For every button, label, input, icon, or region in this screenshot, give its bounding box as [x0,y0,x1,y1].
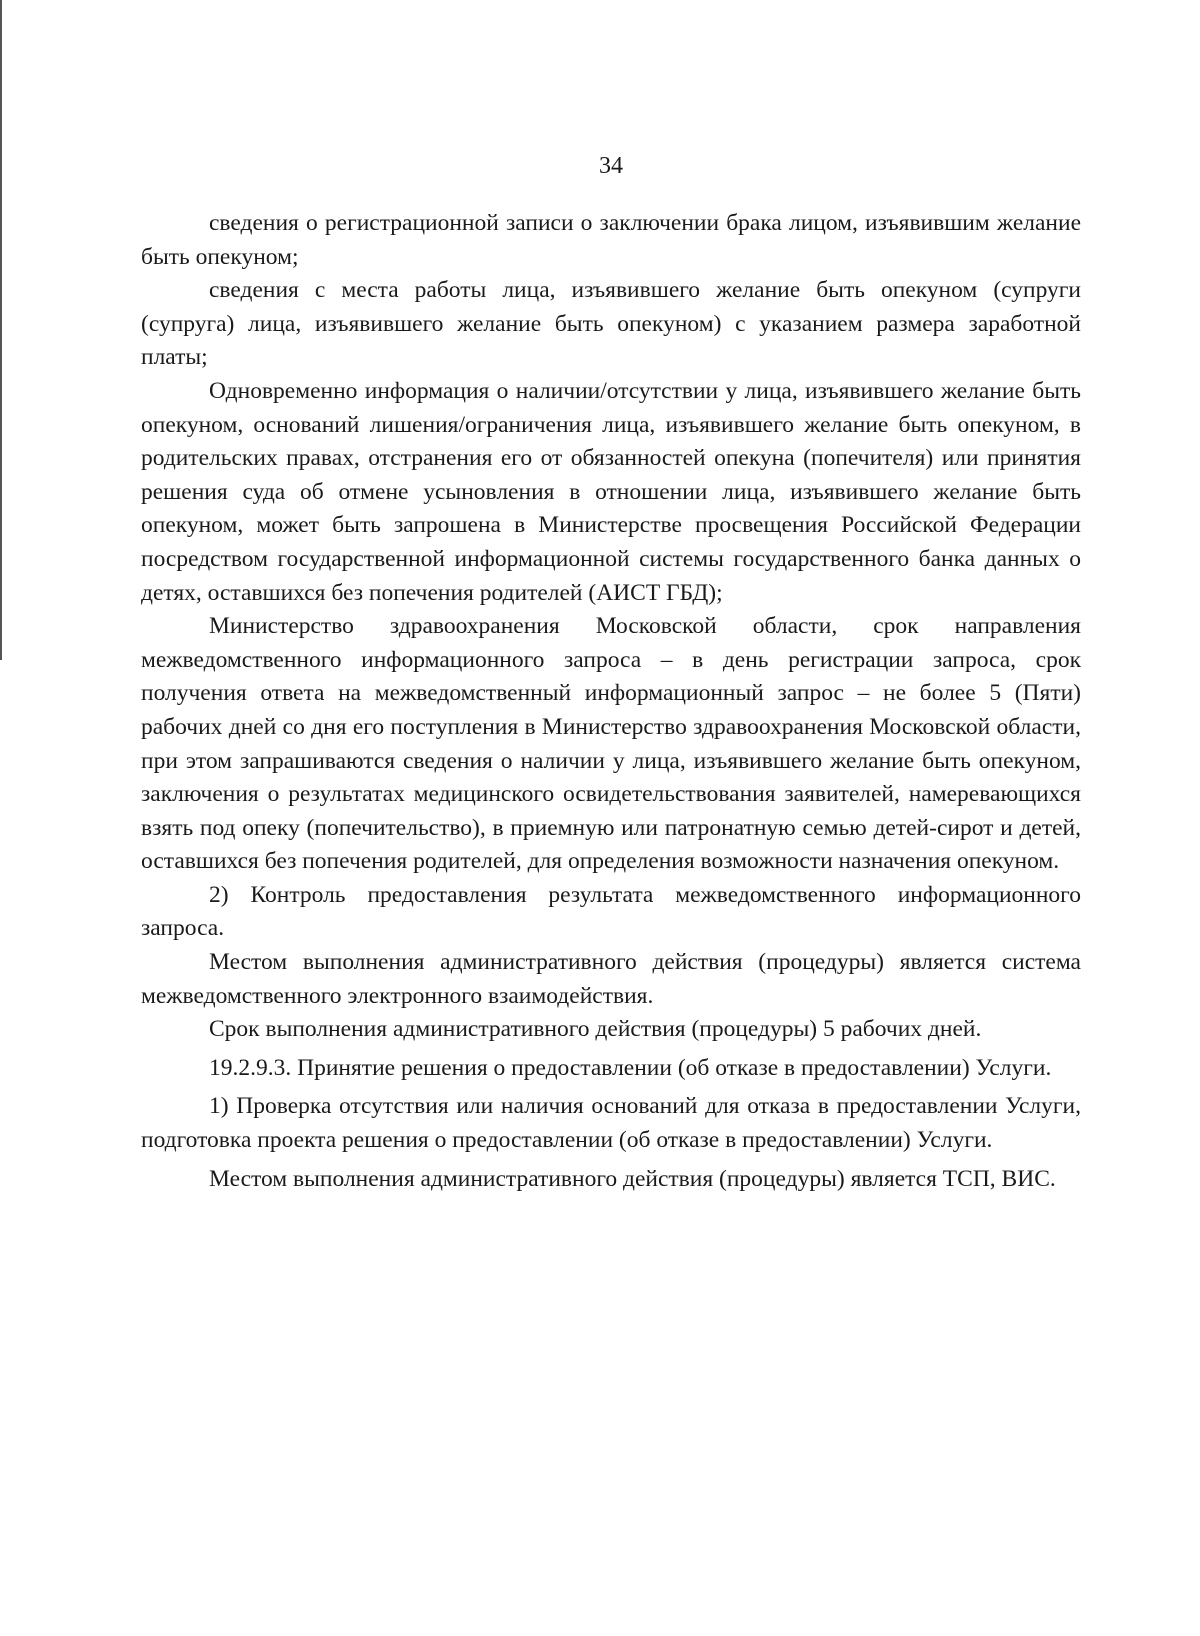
page-number: 34 [599,153,623,179]
paragraph-term: Срок выполнения административного действия (процедуры) 5 рабочих дней. [209,1016,982,1043]
paragraph-check-grounds: 1) Проверка отсутствия или наличия оснований для отказа в предоставлении Услуги, подготовка проекта решения о предоставлении (об отказе в предоставлении) Услуги. [141,1093,1081,1154]
paragraph-place-smev: Местом выполнения административного действия (процедуры) является система межведомственного электронного взаимодействия. [141,949,1081,1009]
paragraph-health-ministry: Министерство здравоохранения Московской области, срок направления межведомственного информационного запроса – в день регистрации запроса, срок получения ответа на межведомственный информационный запрос – не более 5 (Пяти) рабочих дней со дня его поступления в Министерство здравоохранения Московской области, при этом запрашиваются сведения о наличии у лица, изъявившего желание быть опекуном, заключения о результатах медицинского освидетельствования заявителей, намеревающихся взять под опеку (попечительство), в приемную или патронатную семью детей-сирот и детей, оставшихся без попечения родителей, для определения возможности назначения опекуном. [141,613,1081,875]
paragraph-aist-gbd-request: Одновременно информация о наличии/отсутствии у лица, изъявившего желание быть опекуном, оснований лишения/ограничения лица, изъявившего желание быть опекуном, в родительских правах, отстранения его от обязанностей опекуна (попечителя) или принятия решения суда об отмене усыновления в отношении лица, изъявившего желание быть опекуном, может быть запрошена в Министерстве просвещения Российской Федерации посредством государственной информационной системы государственного банка данных о детях, оставшихся без попечения родителей (АИСТ ГБД); [141,377,1081,606]
paragraph-workplace-info: сведения с места работы лица, изъявившего желание быть опекуном (супруги (супруга) лица, изъявившего желание быть опекуном) с указанием размера заработной платы; [141,277,1081,371]
paragraph-marriage-record: сведения о регистрационной записи о заключении брака лицом, изъявившим желание быть опекуном; [141,210,1081,270]
scan-edge-line [0,0,6,660]
paragraph-section-heading: 19.2.9.3. Принятие решения о предоставлении (об отказе в предоставлении) Услуги. [209,1054,1052,1081]
document-body [141,207,1081,1196]
paragraph-control-result: 2) Контроль предоставления результата межведомственного информационного запроса. [141,881,1081,942]
paragraph-place-tsp: Местом выполнения административного действия (процедуры) является ТСП, ВИС. [209,1165,1056,1192]
